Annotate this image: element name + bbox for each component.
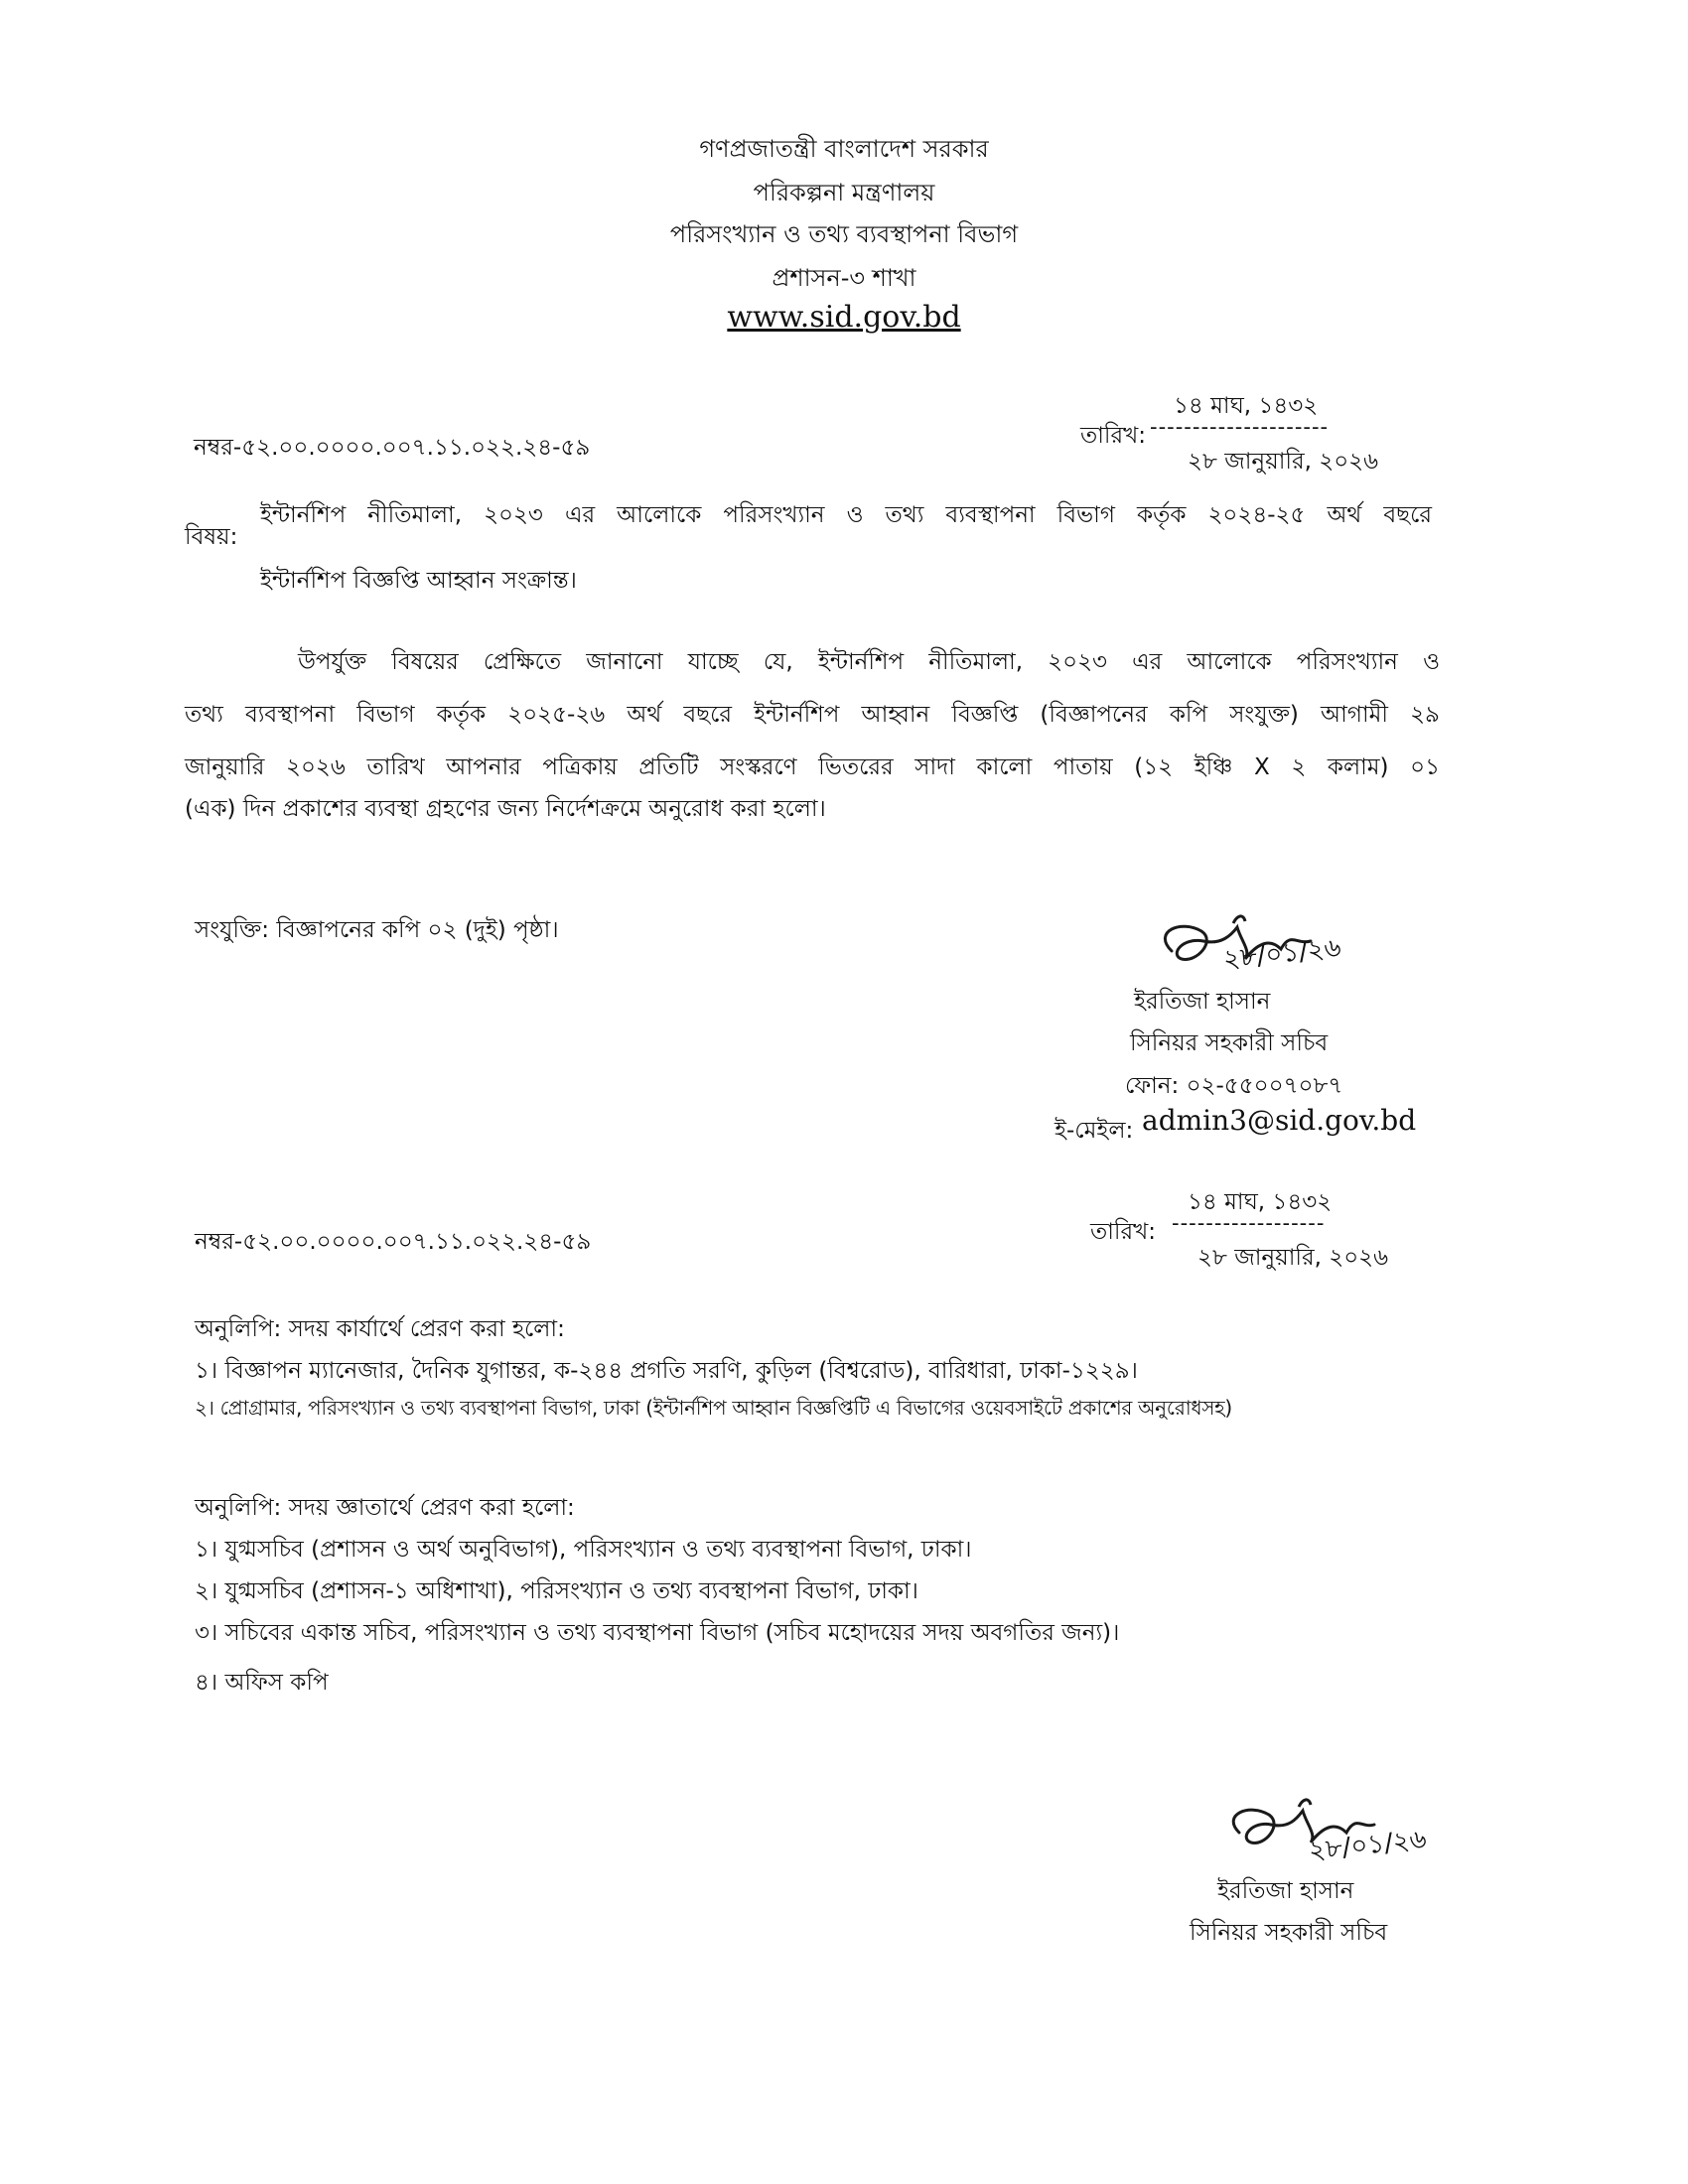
date-label-2: তারিখ: xyxy=(1090,1219,1157,1245)
signatory-email[interactable]: admin3@sid.gov.bd xyxy=(1142,1104,1417,1137)
copy-info-item-2: ২। যুগ্মসচিব (প্রশাসন-১ অধিশাখা), পরিসংখ্যান ও তথ্য ব্যবস্থাপনা বিভাগ, ঢাকা। xyxy=(195,1578,918,1604)
date-label: তারিখ: xyxy=(1080,423,1147,449)
body-line-2: তথ্য ব্যবস্থাপনা বিভাগ কর্তৃক ২০২৫-২৬ অর্থ বছরে ইন্টার্নশিপ আহ্বান বিজ্ঞপ্তি (বিজ্ঞাপনের কপি সংযুক্ত) আগামী ২৯ xyxy=(185,702,1440,728)
copy-info-item-1: ১। যুগ্মসচিব (প্রশাসন ও অর্থ অনুবিভাগ), পরিসংখ্যান ও তথ্য ব্যবস্থাপনা বিভাগ, ঢাকা। xyxy=(195,1537,972,1563)
subject-line-1: ইন্টার্নশিপ নীতিমালা, ২০২৩ এর আলোকে পরিসংখ্যান ও তথ্য ব্যবস্থাপনা বিভাগ কর্তৃক ২০২৪-২৫ অর্থ বছরে xyxy=(260,502,1432,528)
memo-number: নম্বর-৫২.০০.০০০০.০০৭.১১.০২২.২৪-৫৯ xyxy=(194,435,591,461)
copy-action-item-1: ১। বিজ্ঞাপন ম্যানেজার, দৈনিক যুগান্তর, ক-২৪৪ প্রগতি সরণি, কুড়িল (বিশ্বরোড), বারিধারা, ঢাকা-১২২৯। xyxy=(195,1358,1138,1384)
signature-date: ২৮/০১/২৬ xyxy=(1221,932,1343,976)
date-bangla: ১৪ মাঘ, ১৪৩২ xyxy=(1174,393,1319,419)
date-divider-2: ------------------ xyxy=(1172,1211,1326,1235)
branch-name: প্রশাসন-৩ শাখা xyxy=(772,264,916,292)
ministry-name: পরিকল্পনা মন্ত্রণালয় xyxy=(753,179,935,206)
date-divider: --------------------- xyxy=(1150,415,1330,439)
copy-action-item-2: ২। প্রোগ্রামার, পরিসংখ্যান ও তথ্য ব্যবস্থাপনা বিভাগ, ঢাকা (ইন্টার্নশিপ আহ্বান বিজ্ঞপ্তিটি এ বিভাগের ওয়েবসাইটে প্রকাশের অনুরোধসহ) xyxy=(195,1396,1232,1420)
division-name: পরিসংখ্যান ও তথ্য ব্যবস্থাপনা বিভাগ xyxy=(669,220,1019,248)
body-line-4: (এক) দিন প্রকাশের ব্যবস্থা গ্রহণের জন্য নির্দেশক্রমে অনুরোধ করা হলো। xyxy=(185,796,826,822)
subject-line-2: ইন্টার্নশিপ বিজ্ঞপ্তি আহ্বান সংক্রান্ত। xyxy=(260,568,577,594)
memo-number-2: নম্বর-৫২.০০.০০০০.০০৭.১১.০২২.২৪-৫৯ xyxy=(195,1229,592,1255)
copy-action-heading: অনুলিপি: সদয় কার্যার্থে প্রেরণ করা হলো: xyxy=(195,1316,565,1342)
body-line-1: উপর্যুক্ত বিষয়ের প্রেক্ষিতে জানানো যাচ্ছে যে, ইন্টার্নশিপ নীতিমালা, ২০২৩ এর আলোকে পরিসংখ্যান ও xyxy=(298,649,1440,675)
copy-info-item-4: ৪। অফিস কপি xyxy=(195,1670,329,1696)
date-english-2: ২৮ জানুয়ারি, ২০২৬ xyxy=(1197,1245,1389,1271)
signatory-name-2: ইরতিজা হাসান xyxy=(1217,1878,1354,1904)
signatory-designation-2: সিনিয়র সহকারী সচিব xyxy=(1190,1920,1388,1946)
signature-date-2: ২৮/০১/২৬ xyxy=(1307,1824,1429,1867)
website-link[interactable]: www.sid.gov.bd xyxy=(727,300,961,335)
date-english: ২৮ জানুয়ারি, ২০২৬ xyxy=(1188,449,1379,475)
signatory-name: ইরতিজা হাসান xyxy=(1134,989,1271,1015)
govt-name: গণপ্রজাতন্ত্রী বাংলাদেশ সরকার xyxy=(699,135,989,163)
copy-info-heading: অনুলিপি: সদয় জ্ঞাতার্থে প্রেরণ করা হলো: xyxy=(195,1495,575,1521)
signatory-phone: ফোন: ০২-৫৫০০৭০৮৭ xyxy=(1125,1073,1343,1099)
subject-label: বিষয়: xyxy=(185,524,238,550)
body-line-3: জানুয়ারি ২০২৬ তারিখ আপনার পত্রিকায় প্রতিটি সংস্করণে ভিতরের সাদা কালো পাতায় (১২ ইঞ্চি X ২ কলাম) ০১ xyxy=(185,754,1440,780)
signatory-designation: সিনিয়র সহকারী সচিব xyxy=(1130,1030,1329,1056)
date-bangla-2: ১৪ মাঘ, ১৪৩২ xyxy=(1188,1189,1333,1215)
attachment-note: সংযুক্তি: বিজ্ঞাপনের কপি ০২ (দুই) পৃষ্ঠা। xyxy=(195,917,559,943)
copy-info-item-3: ৩। সচিবের একান্ত সচিব, পরিসংখ্যান ও তথ্য ব্যবস্থাপনা বিভাগ (সচিব মহোদয়ের সদয় অবগতির জন্য)। xyxy=(195,1620,1120,1646)
email-label: ই-মেইল: xyxy=(1055,1118,1134,1144)
